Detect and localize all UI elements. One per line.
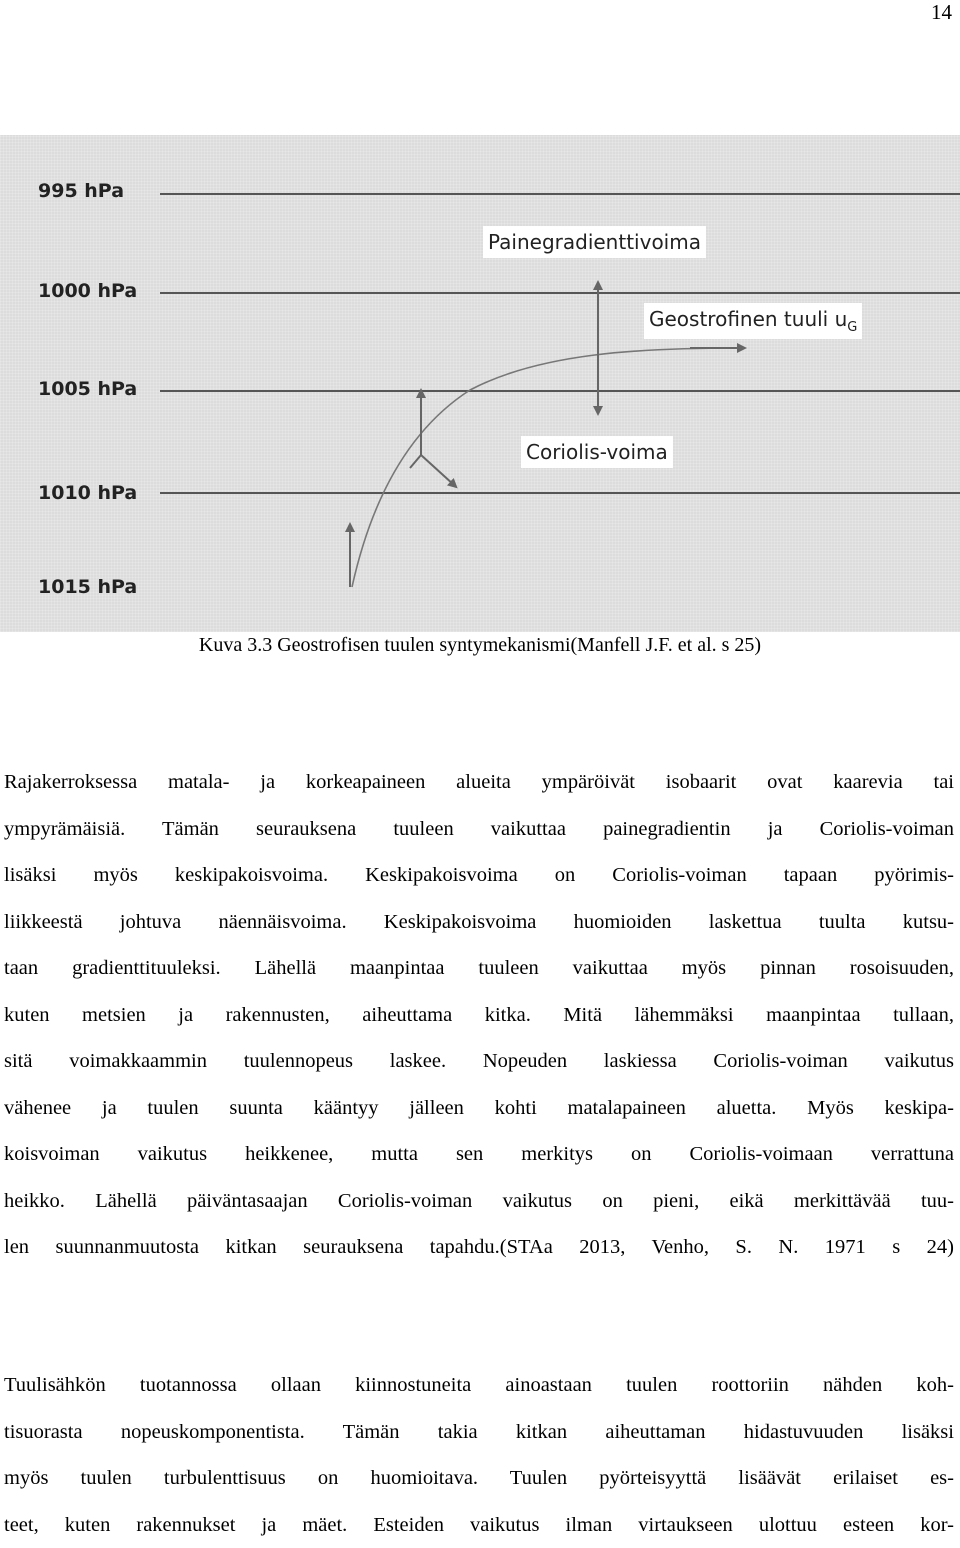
text-line: Rajakerroksessa matala- ja korkeapaineen alueita ympäröivät isobaarit ovat kaarevia tai <box>4 759 954 806</box>
paragraph-2 <box>4 1362 954 1548</box>
text-line: kuten metsien ja rakennusten, aiheuttama kitka. Mitä lähemmäksi maanpintaa tullaan, <box>4 992 954 1039</box>
text-line: myös tuulen turbulenttisuus on huomioitava. Tuulen pyörteisyyttä lisäävät erilaiset es- <box>4 1455 954 1502</box>
figure-caption: Kuva 3.3 Geostrofisen tuulen syntymekanismi(Manfell J.F. et al. s 25) <box>0 634 960 657</box>
text-line: teet, kuten rakennukset ja mäet. Esteiden vaikutus ilman virtaukseen ulottuu esteen kor- <box>4 1502 954 1548</box>
text-line: ympyrämäisiä. Tämän seurauksena tuuleen vaikuttaa painegradientin ja Coriolis-voiman <box>4 806 954 853</box>
geostrophic-wind-figure <box>0 135 960 632</box>
geostrophic-wind-subscript: G <box>847 320 857 335</box>
text-line: Tuulisähkön tuotannossa ollaan kiinnostuneita ainoastaan tuulen roottoriin nähden koh- <box>4 1362 954 1409</box>
mid-coriolis-arrow <box>421 455 454 485</box>
text-line: tisuorasta nopeuskomponentista. Tämän takia kitkan aiheuttaman hidastuvuuden lisäksi <box>4 1409 954 1456</box>
mid-wind-arrow <box>410 455 421 468</box>
text-line: heikko. Lähellä päiväntasaajan Coriolis-voiman vaikutus on pieni, eikä merkittävää tuu- <box>4 1178 954 1225</box>
isobar-label-1010: 1010 hPa <box>38 482 137 504</box>
text-line: len suunnanmuutosta kitkan seurauksena tapahdu.(STAa 2013, Venho, S. N. 1971 s 24) <box>4 1224 954 1271</box>
figure-drawing <box>0 135 960 632</box>
text-line: sitä voimakkaammin tuulennopeus laskee. Nopeuden laskiessa Coriolis-voiman vaikutus <box>4 1038 954 1085</box>
geostrophic-wind-text: Geostrofinen tuuli u <box>649 307 847 331</box>
paragraph-1 <box>4 759 954 1271</box>
isobar-label-1005: 1005 hPa <box>38 378 137 400</box>
isobar-label-995: 995 hPa <box>38 180 124 202</box>
coriolis-label: Coriolis-voima <box>521 436 673 468</box>
text-line: liikkeestä johtuva näennäisvoima. Keskipakoisvoima huomioiden laskettua tuulta kutsu- <box>4 899 954 946</box>
page-number: 14 <box>931 0 952 25</box>
text-line: koisvoiman vaikutus heikkenee, mutta sen merkitys on Coriolis-voimaan verrattuna <box>4 1131 954 1178</box>
text-line: taan gradienttituuleksi. Lähellä maanpintaa tuuleen vaikuttaa myös pinnan rosoisuuden, <box>4 945 954 992</box>
isobar-label-1000: 1000 hPa <box>38 280 137 302</box>
geostrophic-wind-label <box>644 303 862 339</box>
text-line: vähenee ja tuulen suunta kääntyy jälleen kohti matalapaineen aluetta. Myös keskipa- <box>4 1085 954 1132</box>
isobar-label-1015: 1015 hPa <box>38 576 137 598</box>
text-line: lisäksi myös keskipakoisvoima. Keskipakoisvoima on Coriolis-voiman tapaan pyörimis- <box>4 852 954 899</box>
pressure-gradient-label: Painegradienttivoima <box>483 226 706 258</box>
